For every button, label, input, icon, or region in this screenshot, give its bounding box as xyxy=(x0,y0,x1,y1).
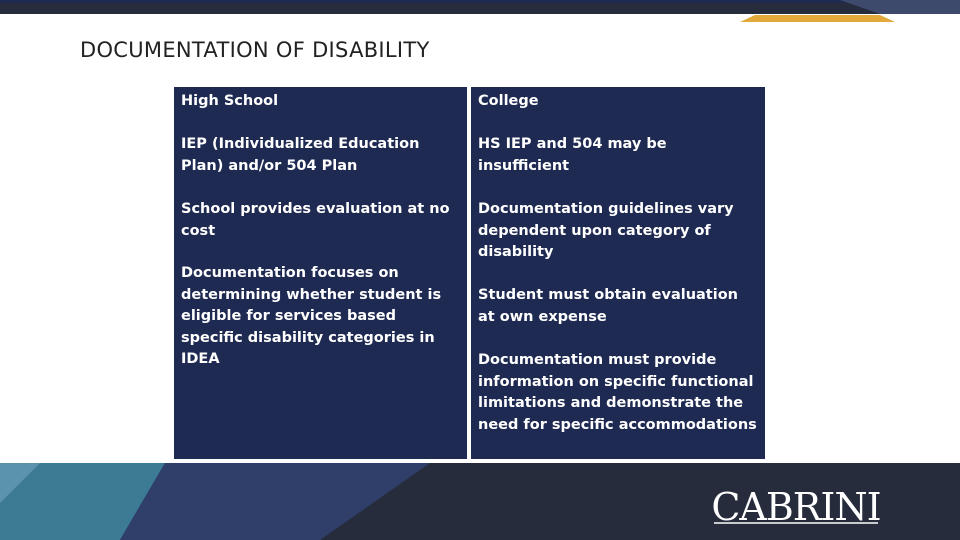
logo-text: CABRINI xyxy=(711,486,881,526)
college-item: Documentation guidelines vary dependent upon category of disability xyxy=(478,201,734,260)
high-school-item: School provides evaluation at no cost xyxy=(181,201,450,239)
comparison-table xyxy=(174,87,765,459)
cabrini-logo xyxy=(706,486,886,526)
header-high-school: High School xyxy=(181,93,279,109)
college-column xyxy=(471,87,765,459)
header-college: College xyxy=(478,93,539,109)
college-item: Student must obtain evaluation at own expense xyxy=(478,287,738,325)
high-school-item: IEP (Individualized Education Plan) and/or 504 Plan xyxy=(181,136,420,174)
high-school-item: Documentation focuses on determining whether student is eligible for services based specific disability categories in IDEA xyxy=(181,265,442,367)
college-item: HS IEP and 504 may be insufficient xyxy=(478,136,667,174)
college-item: Documentation must provide information on specific functional limitations and demonstrate the need for specific accommodations xyxy=(478,352,757,433)
top-decorative-band xyxy=(0,0,960,22)
slide-title: DOCUMENTATION OF DISABILITY xyxy=(80,38,430,62)
high-school-column xyxy=(174,87,467,459)
